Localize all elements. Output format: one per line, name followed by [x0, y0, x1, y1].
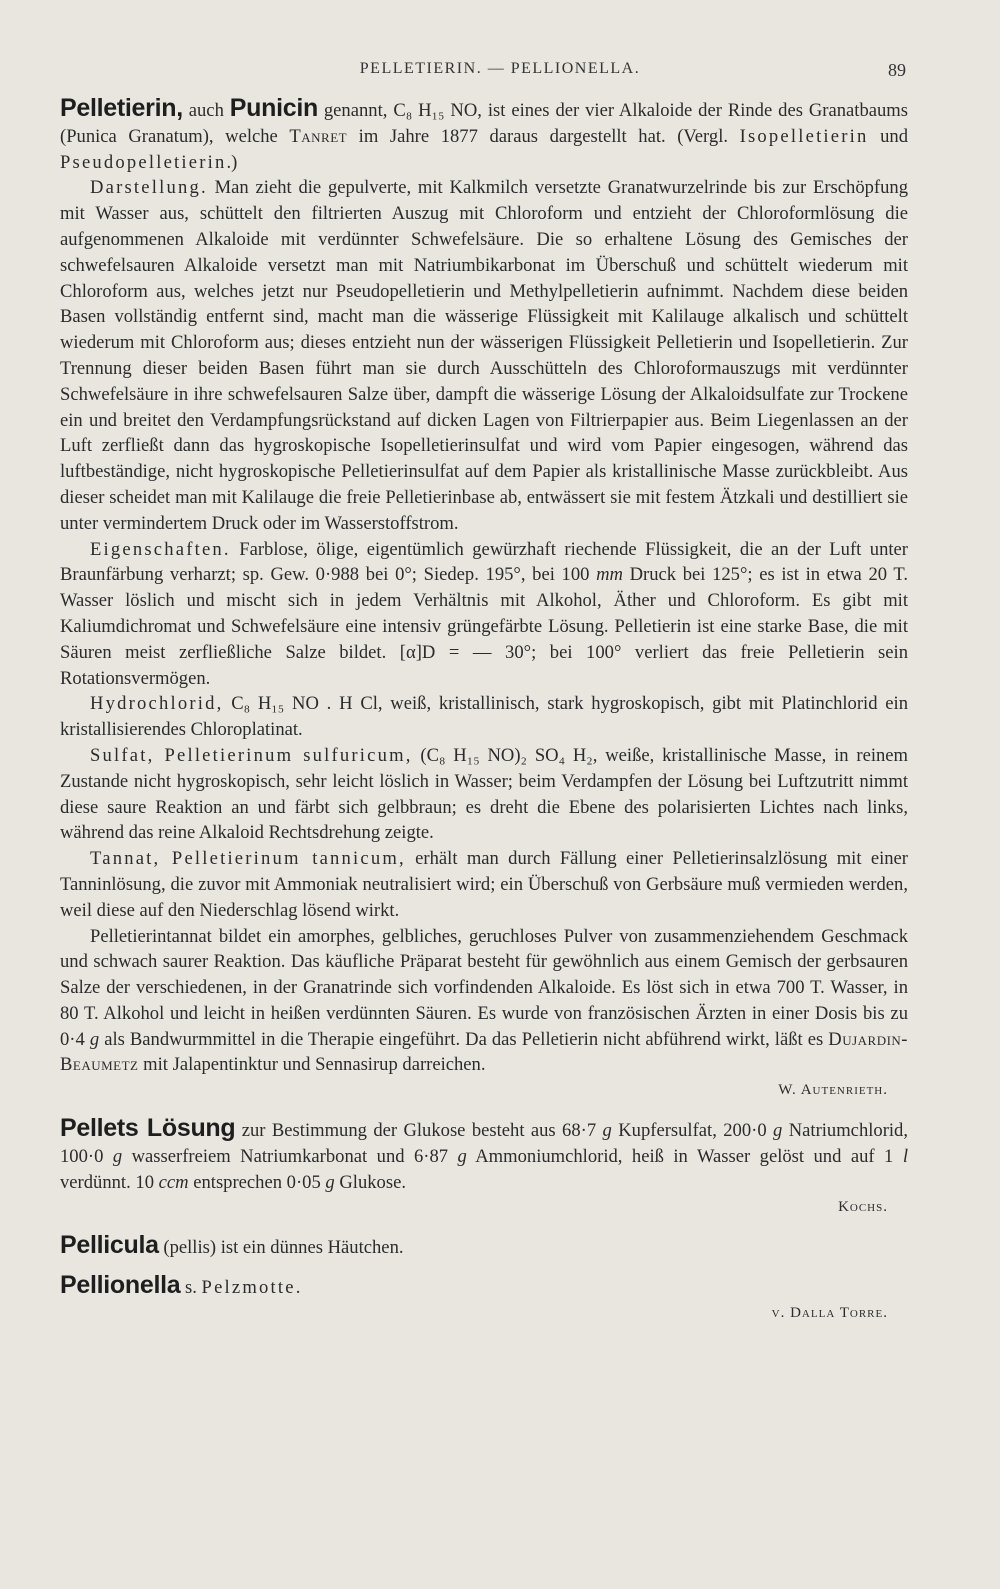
text-fragment: im Jahre 1877 daraus dargestellt hat. (Vergl.	[347, 125, 740, 147]
entry-pellicula	[60, 1233, 908, 1261]
text-fragment: verdünnt. 10	[60, 1171, 159, 1193]
text-fragment: Ammoniumchlorid, heiß in Wasser gelöst und auf 1	[466, 1145, 903, 1167]
text-fragment: und	[868, 125, 908, 147]
unit: g	[457, 1145, 467, 1167]
section-label: Eigenschaften.	[90, 538, 231, 560]
cross-reference: Pseudopelletierin	[60, 151, 227, 173]
author-signature: W. Autenrieth.	[778, 1082, 888, 1099]
unit: g	[773, 1120, 783, 1142]
paragraph-text: C₈ H₁₅ NO . H Cl, weiß, kristallinisch, stark hygroskopisch, gibt mit Platinchlorid ein kristallisierendes Chloroplatinat.	[60, 693, 908, 741]
page-number: 89	[888, 60, 906, 80]
section-label: Sulfat, Pelletierinum sulfuricum,	[90, 744, 413, 766]
entry-pellionella	[60, 1273, 908, 1301]
paragraph-text: Druck bei 125°; es ist in etwa 20 T. Wasser löslich und mischt sich in jedem Verhältnis mit Alkohol, Äther und Chloroform. Es gibt mit Kaliumdichromat und Schwefelsäure eine intensiv grüngefärbte Lösung. Pelletierin ist eine starke Base, die mit Säuren meist zerfließliche Salze bildet. [α]D = — 30°; bei 100° verliert das freie Pelletierin sein Rotationsvermögen.	[60, 564, 908, 689]
paragraph-tannat	[60, 846, 908, 923]
author-name: Tanret	[289, 125, 348, 147]
text-column	[60, 96, 908, 1327]
text-fragment: (pellis) ist ein dünnes Häutchen.	[158, 1237, 404, 1259]
paragraph-hydrochlorid	[60, 691, 908, 743]
paragraph-pelletierintannat	[60, 924, 908, 1079]
paragraph-text: erhält man durch Fällung einer Pelletierinsalzlösung mit einer Tanninlösung, die zuvor mit Ammoniak neutralisiert wird; ein Überschuß von Gerbsäure muß vermieden werden, weil diese auf den Niederschlag lösend wirkt.	[60, 848, 908, 921]
paragraph-text: mit Jalapentinktur und Sennasirup darreichen.	[138, 1054, 486, 1076]
lemma-punicin: Punicin	[229, 94, 318, 122]
paragraph-text: Pelletierintannat bildet ein amorphes, gelbliches, geruchloses Pulver von zusammenziehendem Geschmack und schwach saurer Reaktion. Das käufliche Präparat besteht für gewöhnlich aus einem Gemisch der gerbsauren Salze der verschiedenen, in der Granatrinde sich vorfindenden Alkaloide. Es löst sich in etwa 700 T. Wasser, in 80 T. Alkohol und leicht in heißen verdünnten Säuren. Es wurde von französischen Ärzten in einer Dosis bis zu 0·4	[60, 925, 908, 1050]
section-label: Hydrochlorid,	[90, 693, 224, 715]
lemma-pelletierin: Pelletierin,	[60, 94, 183, 122]
text-fragment: .	[295, 1277, 301, 1299]
cross-reference: Isopelletierin	[739, 125, 869, 147]
author-signature: Kochs.	[838, 1199, 888, 1216]
text-fragment: genannt, C₈ H₁₅ NO, ist eines der vier Alkaloide der Rinde des Granatbaums (Punica Granatum), welche	[60, 100, 908, 147]
section-label: Tannat, Pelletierinum tannicum,	[90, 848, 406, 870]
section-label: Darstellung.	[90, 177, 208, 199]
entry-pellets-loesung	[60, 1116, 908, 1195]
paragraph-darstellung	[60, 175, 908, 536]
running-title: PELLETIERIN. — PELLIONELLA.	[359, 60, 641, 77]
unit: g	[112, 1145, 123, 1167]
text-fragment: .)	[226, 151, 238, 173]
paragraph-eigenschaften	[60, 537, 908, 692]
text-fragment: auch	[182, 100, 230, 121]
text-fragment: zur Bestimmung der Glukose besteht aus 68·7	[235, 1120, 603, 1142]
unit: l	[902, 1145, 908, 1167]
text-fragment: Glukose.	[334, 1171, 406, 1193]
paragraph-text: als Bandwurmmittel in die Therapie eingeführt. Da das Pelletierin nicht abführend wirkt, läßt es	[99, 1028, 829, 1050]
paragraph-text: Man zieht die gepulverte, mit Kalkmilch versetzte Granatwurzelrinde bis zur Erschöpfung mit Wasser aus, schüttelt den filtrierten Auszug mit Chloroform und entzieht der Chloroformlösung die aufgenommenen Alkaloide mit verdünnter Schwefelsäure. Die so erhaltene Lösung des Gemisches der schwefelsauren Alkaloide versetzt man mit Natriumbikarbonat im Überschuß und schüttelt wiederum mit Chloroform aus, welches jetzt nur Pseudopelletierin und Methylpelletierin aufnimmt. Nachdem diese beiden Basen vollständig entfernt sind, macht man die wässerige Flüssigkeit mit Kalilauge alkalisch und schüttelt wiederum mit Chloroform aus; dieses entzieht nun der wässerigen Flüssigkeit Pelletierin und Isopelletierin. Zur Trennung dieser beiden Basen führt man sie durch Ausschütteln des Chloroformauszugs mit verdünnter Schwefelsäure in ihre schwefelsauren Salze über, dampft die wässerige Lösung der Alkaloidsulfate zur Trockene ein und breitet den Verdampfungsrückstand auf dicken Lagen von Filtrierpapier aus. Beim Liegenlassen an der Luft zerfließt dann das hygroskopische Isopelletierinsulfat und wird vom Papier eingesogen, während das luftbeständige, nicht hygroskopische Pelletierinsulfat auf dem Papier als kristallinische Masse zurückbleibt. Aus dieser scheidet man mit Kalilauge die freie Pelletierinbase ab, entwässert sie mit festem Ätzkali und destilliert sie unter vermindertem Druck oder im Wasserstoffstrom.	[60, 177, 908, 534]
unit: ccm	[158, 1171, 189, 1193]
text-fragment: s.	[180, 1277, 202, 1299]
paragraph-text: (C₈ H₁₅ NO)₂ SO₄ H₂, weiße, kristallinische Masse, in reinem Zustande nicht hygroskopisch, sehr leicht löslich in Wasser; beim Verdampfen der Lösung bei Luftzutritt nimmt diese saure Reaktion an und färbt sich gelbbraun; es dreht die Ebene des polarisierten Lichtes nach links, während das reine Alkaloid Rechtsdrehung zeigte.	[60, 744, 909, 844]
text-fragment: entsprechen 0·05	[188, 1171, 326, 1193]
lemma-pellicula: Pellicula	[60, 1231, 159, 1260]
text-fragment: wasserfreiem Natriumkarbonat und 6·87	[122, 1145, 458, 1167]
lemma-pellets-loesung: Pellets Lösung	[60, 1114, 236, 1143]
author-name: Dujardin-Beaumetz	[60, 1028, 908, 1076]
author-signature: v. Dalla Torre.	[771, 1304, 888, 1321]
text-fragment: Natriumchlorid, 100·0	[60, 1120, 909, 1167]
unit: g	[602, 1120, 612, 1142]
lemma-pellionella: Pellionella	[60, 1271, 181, 1300]
unit: g	[325, 1171, 335, 1193]
paragraph-sulfat	[60, 743, 908, 846]
unit: g	[89, 1028, 100, 1050]
cross-reference: Pelzmotte	[201, 1277, 296, 1299]
unit: mm	[596, 564, 623, 586]
entry-pelletierin-intro	[60, 96, 908, 175]
text-fragment: Kupfersulfat, 200·0	[611, 1120, 774, 1142]
paragraph-text: Farblose, ölige, eigentümlich gewürzhaft riechende Flüssigkeit, die an der Luft unter Braunfärbung verharzt; sp. Gew. 0·988 bei 0°; Siedep. 195°, bei 100	[60, 538, 908, 586]
